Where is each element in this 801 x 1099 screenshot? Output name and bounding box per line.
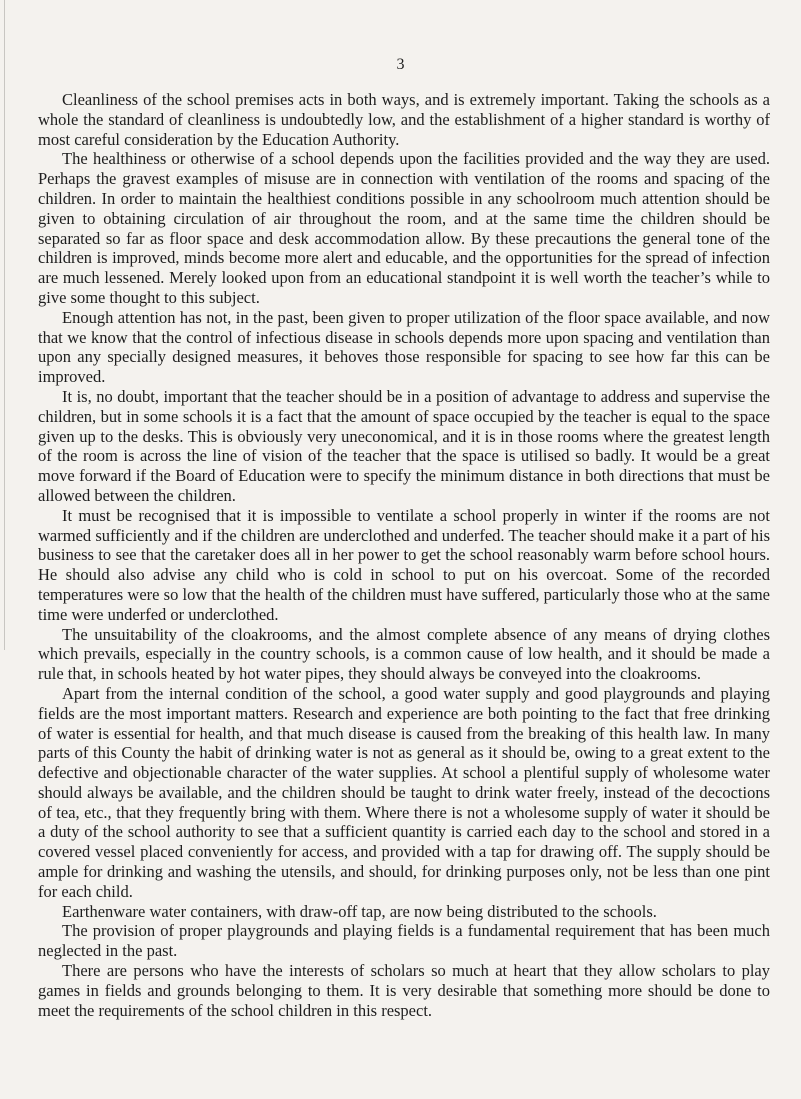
paragraph-healthiness: The healthiness or otherwise of a school depends upon the facilities provided and the way they are used. Perhaps the gravest examples of misuse are in connection with ventilation of the rooms and spacing of the children. In order to maintain the healthiest conditions possible in any schoolroom much attention should be given to obtaining circulation of air throughout the room, and at the same time the children should be separated so far as floor space and desk accommodation allow. By these precautions the general tone of the children is improved, minds become more alert and educable, and the opportunities for the spread of infection are much lessened. Merely looked upon from an educational standpoint it is well worth the teacher’s while to give some thought to this subject. — [38, 149, 770, 307]
paragraph-playing-fields: There are persons who have the interests of scholars so much at heart that they allow scholars to play games in fields and grounds belonging to them. It is very desirable that something more should be done to meet the requirements of the school children in this respect. — [38, 961, 770, 1020]
paragraph-water-supply: Apart from the internal condition of the school, a good water supply and good playgrounds and playing fields are the most important matters. Research and experience are both pointing to the fact that free drinking of water is essential for health, and that much disease is caused from the breaking of this health law. In many parts of this County the habit of drinking water is not as general as it should be, owing to a great extent to the defective and objectionable character of the water supplies. At school a plentiful supply of wholesome water should always be available, and the children should be taught to drink water freely, instead of the decoctions of tea, etc., that they frequently bring with them. Where there is not a wholesome supply of water it should be a duty of the school authority to see that a sufficient quantity is carried each day to the school and stored in a covered vessel placed conveniently for access, and provided with a tap for drawing off. The supply should be ample for drinking and washing the utensils, and should, for drinking purposes only, not be less than one pint for each child. — [38, 683, 770, 901]
body-text — [38, 90, 770, 1020]
paragraph-teacher-space: It is, no doubt, important that the teacher should be in a position of advantage to address and supervise the children, but in some schools it is a fact that the amount of space occupied by the teacher is equal to the space given up to the desks. This is obviously very uneconomical, and it is in those rooms where the greatest length of the room is across the line of vision of the teacher that the space is utilised so badly. It would be a great move forward if the Board of Education were to specify the minimum distance in both directions that must be allowed between the children. — [38, 386, 770, 505]
paragraph-playgrounds: The provision of proper playgrounds and playing fields is a fundamental requirement that has been much neglected in the past. — [38, 921, 770, 961]
page-edge-line — [4, 0, 5, 650]
paragraph-water-containers: Earthenware water containers, with draw-off tap, are now being distributed to the schools. — [62, 901, 657, 921]
paragraph-ventilation-winter: It must be recognised that it is impossible to ventilate a school properly in winter if the rooms are not warmed sufficiently and if the children are underclothed and underfed. The teacher should make it a part of his business to see that the caretaker does all in her power to get the school reasonably warm before school hours. He should also advise any child who is cold in school to put on his overcoat. Some of the recorded temperatures were so low that the health of the children must have suffered, particularly those who at the same time were underfed or underclothed. — [38, 505, 770, 624]
paragraph-cloakrooms: The unsuitability of the cloakrooms, and the almost complete absence of any means of drying clothes which prevails, especially in the country schools, is a common cause of low health, and it should be made a rule that, in schools heated by hot water pipes, they should always be conveyed into the cloakrooms. — [38, 624, 770, 684]
paragraph-cleanliness: Cleanliness of the school premises acts in both ways, and is extremely important. Taking the schools as a whole the standard of cleanliness is undoubtedly low, and the establishment of a higher standard is worthy of most careful consideration by the Education Authority. — [38, 90, 770, 149]
page-number: 3 — [396, 56, 405, 73]
paragraph-floor-space: Enough attention has not, in the past, been given to proper utilization of the floor space available, and now that we know that the control of infectious disease in schools depends more upon spacing and ventilation than upon any specially designed measures, it behoves those responsible for spacing to see how far this can be improved. — [38, 307, 770, 387]
